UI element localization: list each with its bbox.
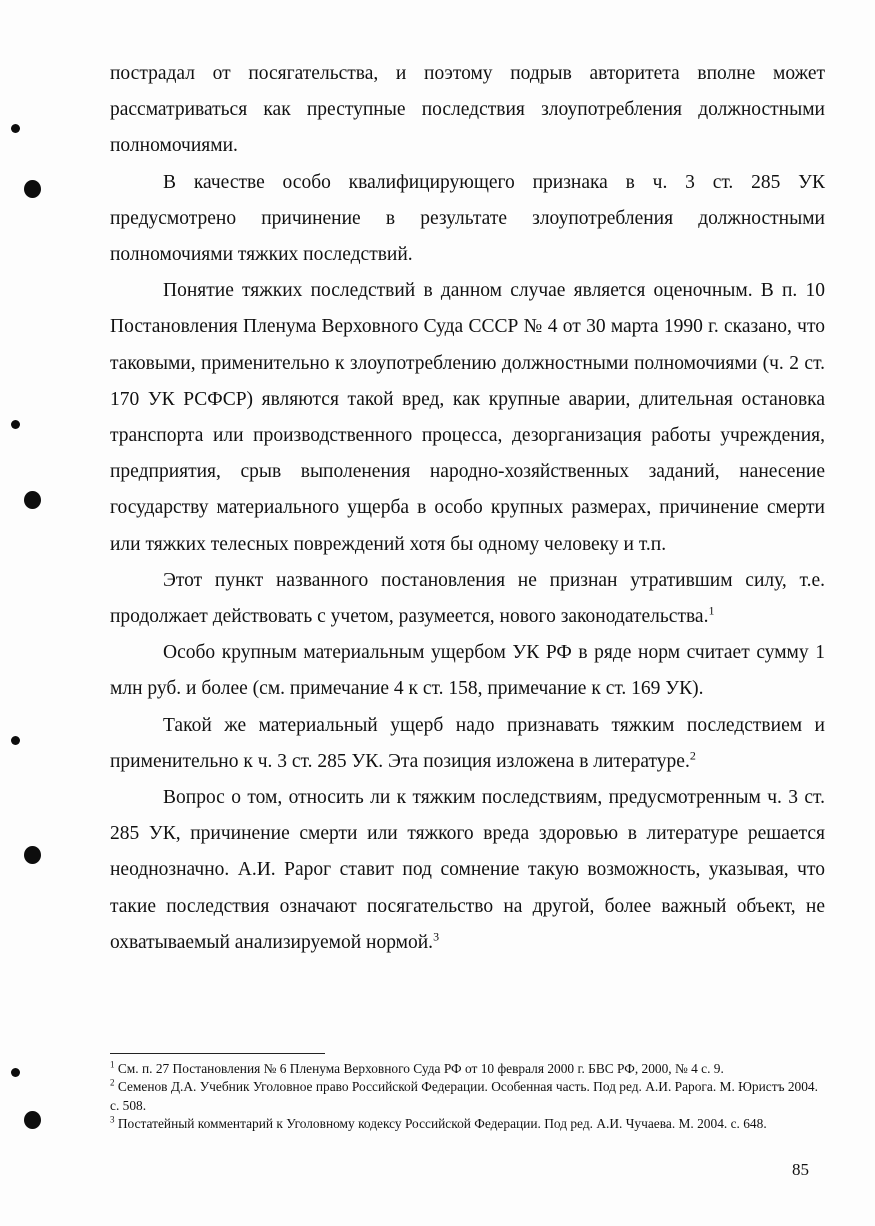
body-text	[110, 56, 825, 961]
paragraph-4	[110, 563, 825, 635]
footnote-1	[110, 1060, 820, 1078]
footnote-2	[110, 1078, 820, 1115]
footnote-2-number: 2	[110, 1077, 115, 1088]
punch-hole-3	[11, 420, 20, 429]
footnote-3	[110, 1115, 820, 1133]
footnote-ref-3[interactable]: 3	[433, 929, 440, 944]
paragraph-1: пострадал от посягательства, и поэтому подрыв авторитета вполне может рассматриваться как преступные последствия злоупотребления должностными полномочиями.	[110, 63, 825, 157]
paragraph-4-text: Этот пункт названного постановления не признан утратившим силу, т.е. продолжает действовать с учетом, разумеется, нового законодательства.	[110, 569, 825, 628]
footnote-separator	[110, 1053, 325, 1054]
paragraph-7-text: Вопрос о том, относить ли к тяжким последствиям, предусмотренным ч. 3 ст. 285 УК, причинение смерти или тяжкого вреда здоровью в литературе решается неоднозначно. А.И. Рарог ставит под сомнение такую возможность, указывая, что такие последствия означают посягательство на другой, более важный объект, не охватываемый анализируемой нормой.	[110, 787, 825, 953]
paragraph-6	[110, 708, 825, 780]
paragraph-5: Особо крупным материальным ущербом УК РФ в ряде норм считает сумму 1 млн руб. и более (см. примечание 4 к ст. 158, примечание к ст. 169 УК).	[110, 642, 825, 700]
footnote-2-text: Семенов Д.А. Учебник Уголовное право Российской Федерации. Особенная часть. Под ред. А.И. Рарога. М. Юристъ 2004. с. 508.	[110, 1079, 818, 1113]
punch-hole-5	[11, 736, 20, 745]
footnote-3-text: Постатейный комментарий к Уголовному кодексу Российской Федерации. Под ред. А.И. Чучаева. М. 2004. с. 648.	[117, 1116, 767, 1132]
footnote-ref-2[interactable]: 2	[689, 748, 696, 763]
paragraph-2: В качестве особо квалифицирующего признака в ч. 3 ст. 285 УК предусмотрено причинение в результате злоупотребления должностными полномочиями тяжких последствий.	[110, 171, 825, 266]
paragraph-6-text: Такой же материальный ущерб надо признавать тяжким последствием и применительно к ч. 3 ст. 285 УК. Эта позиция изложена в литературе.	[110, 714, 825, 772]
footnotes	[110, 1060, 820, 1134]
punch-hole-8	[24, 1111, 41, 1129]
footnote-1-number: 1	[110, 1059, 115, 1070]
punch-hole-4	[24, 491, 41, 509]
punch-hole-2	[24, 180, 41, 198]
paragraph-7	[110, 780, 825, 961]
punch-hole-7	[11, 1068, 20, 1077]
footnote-ref-1[interactable]: 1	[708, 603, 715, 618]
paragraph-3: Понятие тяжких последствий в данном случае является оценочным. В п. 10 Постановления Пленума Верховного Суда СССР № 4 от 30 марта 1990 г. сказано, что таковыми, применительно к злоупотреблению должностными полномочиями (ч. 2 ст. 170 УК РСФСР) являются такой вред, как крупные аварии, длительная остановка транспорта или производственного процесса, дезорганизация работы учреждения, предприятия, срыв выполенения народно-хозяйственных заданий, нанесение государству материального ущерба в особо крупных размерах, причинение смерти или тяжких телесных повреждений хотя бы одному человеку и т.п.	[110, 280, 825, 555]
punch-hole-1	[11, 124, 20, 133]
page-number: 85	[792, 1160, 809, 1179]
punch-hole-6	[24, 846, 41, 864]
footnote-1-text: См. п. 27 Постановления № 6 Пленума Верховного Суда РФ от 10 февраля 2000 г. БВС РФ, 2000, № 4 с. 9.	[117, 1061, 724, 1076]
footnote-3-number: 3	[110, 1114, 115, 1125]
